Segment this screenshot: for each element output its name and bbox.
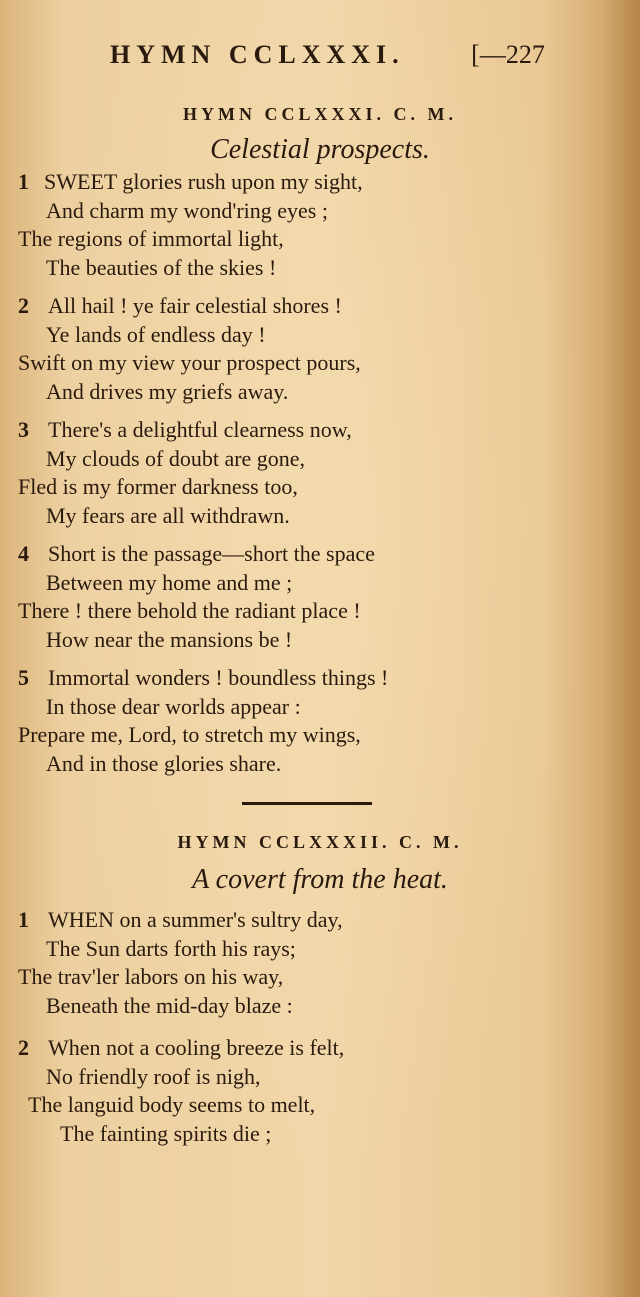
stanza <box>18 906 618 1020</box>
hymn-subtitle: Celestial prospects. <box>210 134 430 165</box>
verse-line: All hail ! ye fair celestial shores ! <box>48 293 342 318</box>
verse-line: My fears are all withdrawn. <box>46 502 290 528</box>
stanza <box>18 664 618 778</box>
stanza-number: 1 <box>18 169 29 194</box>
verse-line: Immortal wonders ! boundless things ! <box>48 665 389 690</box>
verse-line: The languid body seems to melt, <box>28 1092 316 1117</box>
stanza <box>18 168 618 282</box>
running-head <box>110 40 545 70</box>
verse-line: And charm my wond'ring eyes ; <box>46 197 328 223</box>
stanza-number: 2 <box>18 1035 29 1060</box>
stanza-number: 5 <box>18 665 29 690</box>
verse-line: Swift on my view your prospect pours, <box>18 350 361 375</box>
verse-line: In those dear worlds appear : <box>46 693 301 719</box>
verse-line: There's a delightful clearness now, <box>48 417 352 442</box>
verse-line: Between my home and me ; <box>46 569 293 595</box>
stanza-number: 1 <box>18 907 29 932</box>
stanza <box>18 416 618 530</box>
stanza-number: 4 <box>18 541 29 566</box>
verse-line: Fled is my former darkness too, <box>18 474 298 499</box>
verse-line: The Sun darts forth his rays; <box>46 935 296 961</box>
stanza <box>18 292 618 406</box>
hymn-heading: HYMN CCLXXXII. C. M. <box>177 832 463 852</box>
running-head-title: HYMN CCLXXXI. <box>110 40 405 69</box>
verse-line: Short is the passage—short the space <box>48 541 375 566</box>
verse-line: Ye lands of endless day ! <box>46 321 266 347</box>
verse-line: No friendly roof is nigh, <box>46 1063 261 1089</box>
verse-line: There ! there behold the radiant place ! <box>18 598 361 623</box>
verse-line: Prepare me, Lord, to stretch my wings, <box>18 722 361 747</box>
stanza-number: 2 <box>18 293 29 318</box>
verse-line: The fainting spirits die ; <box>60 1120 272 1146</box>
stanza <box>18 540 618 654</box>
stanza-number: 3 <box>18 417 29 442</box>
hymn-subtitle: A covert from the heat. <box>192 864 448 895</box>
page-number: [—227 <box>471 40 545 69</box>
verse-line: WHEN on a summer's sultry day, <box>48 907 343 932</box>
verse-line: The beauties of the skies ! <box>46 254 277 280</box>
verse-line: SWEET glories rush upon my sight, <box>44 169 363 194</box>
verse-line: How near the mansions be ! <box>46 626 293 652</box>
stanza <box>18 1034 618 1148</box>
verse-line: The regions of immortal light, <box>18 226 284 251</box>
hymn-heading: HYMN CCLXXXI. C. M. <box>183 104 457 124</box>
verse-line: And drives my griefs away. <box>46 378 289 404</box>
verse-line: Beneath the mid-day blaze : <box>46 992 293 1018</box>
verse-line: And in those glories share. <box>46 750 282 776</box>
verse-line: The trav'ler labors on his way, <box>18 964 284 989</box>
section-divider <box>242 802 372 805</box>
verse-line: My clouds of doubt are gone, <box>46 445 306 471</box>
verse-line: When not a cooling breeze is felt, <box>48 1035 345 1060</box>
